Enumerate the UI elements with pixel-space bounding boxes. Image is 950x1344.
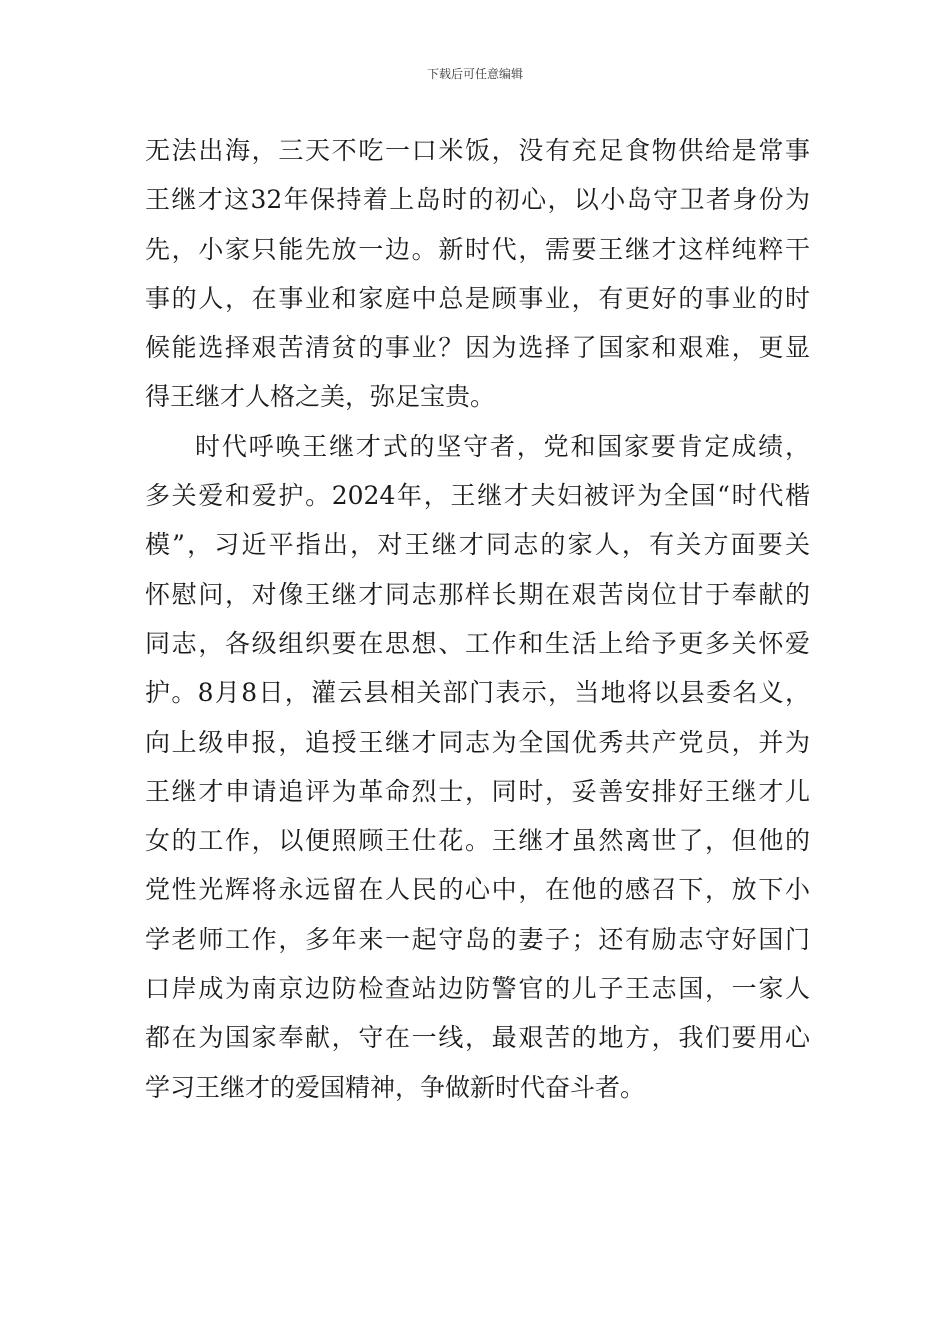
text-line: 学老师工作，多年来一起守岛的妻子；还有励志守好国门 [145, 924, 810, 954]
text-line: 护。8月8日，灌云县相关部门表示，当地将以县委名义， [145, 678, 810, 708]
text-line: 多关爱和爱护。2024年，王继才夫妇被评为全国“时代楷 [145, 481, 810, 511]
text-line: 党性光辉将永远留在人民的心中，在他的感召下，放下小 [145, 875, 810, 905]
page-header: 下载后可任意编辑 [426, 67, 523, 81]
paragraph-1 [145, 126, 810, 422]
text-line: 都在为国家奉献，守在一线，最艰苦的地方，我们要用心 [145, 1023, 810, 1053]
text-line: 女的工作，以便照顾王仕花。王继才虽然离世了，但他的 [145, 826, 810, 856]
text-line: 口岸成为南京边防检查站边防警官的儿子王志国，一家人 [145, 974, 810, 1004]
text-line: 向上级申报，追授王继才同志为全国优秀共产党员，并为 [145, 727, 810, 757]
text-line: 得王继才人格之美，弥足宝贵。 [145, 382, 496, 412]
text-line: 学习王继才的爱国精神，争做新时代奋斗者。 [145, 1072, 646, 1102]
text-line: 王继才申请追评为革命烈士，同时，妥善安排好王继才儿 [145, 776, 810, 806]
paragraph-2 [145, 422, 810, 1112]
text-line: 时代呼唤王继才式的坚守者，党和国家要肯定成绩， [195, 431, 810, 461]
text-line: 事的人，在事业和家庭中总是顾事业，有更好的事业的时 [145, 283, 810, 313]
text-line: 王继才这32年保持着上岛时的初心，以小岛守卫者身份为 [145, 185, 810, 215]
text-line: 同志，各级组织要在思想、工作和生活上给予更多关怀爱 [145, 628, 810, 658]
text-line: 候能选择艰苦清贫的事业？因为选择了国家和艰难，更显 [145, 333, 810, 363]
document-body [145, 126, 810, 1112]
text-line: 怀慰问，对像王继才同志那样长期在艰苦岗位甘于奉献的 [145, 579, 810, 609]
text-line: 模”，习近平指出，对王继才同志的家人，有关方面要关 [145, 530, 810, 560]
text-line: 先，小家只能先放一边。新时代，需要王继才这样纯粹干 [145, 234, 810, 264]
text-line: 无法出海，三天不吃一口米饭，没有充足食物供给是常事 [145, 136, 810, 165]
